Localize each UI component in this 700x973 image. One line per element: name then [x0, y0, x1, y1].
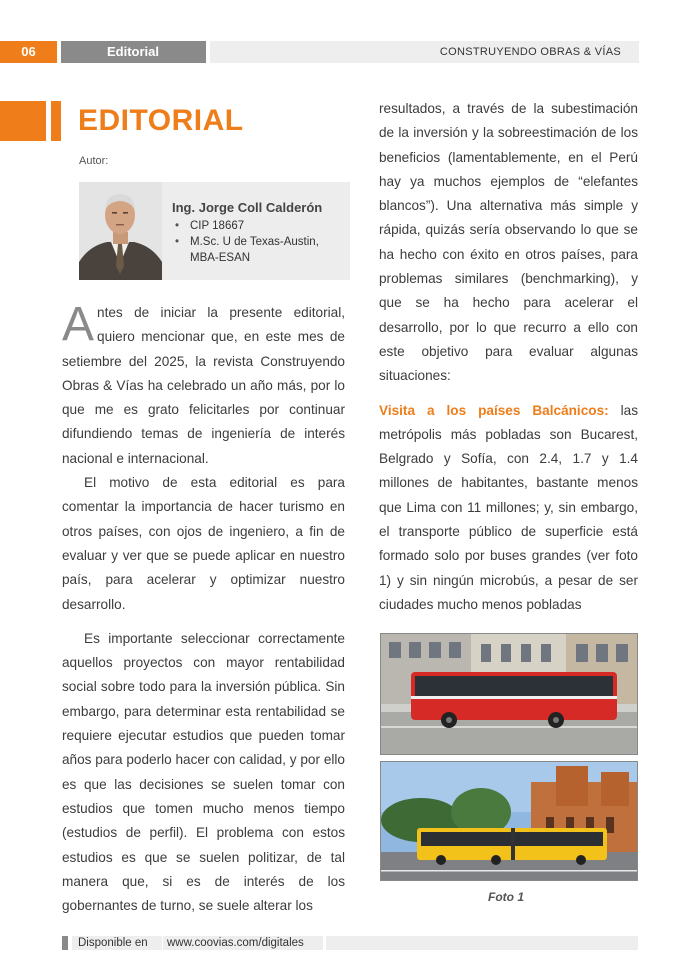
magazine-name: CONSTRUYENDO OBRAS & VÍAS — [210, 41, 639, 63]
footer-url-link[interactable]: www.coovias.com/digitales — [163, 936, 323, 950]
paragraph-selection: Es importante seleccionar correctamente aquellos proyectos con mayor rentabilidad social sobre todo para la inversión pública. Sin embargo, para determinar esta rentabilidad se requiere ejecutar estudios que pueden tomar años para poderlo hacer con calidad, y por ello es que las decisiones se suelen tomar con estudios que tomen mucho menos tiempo (estudios de perfil). El problema con estos estudios es que se suelen politizar, de tal manera que, si es de interés de los gobernantes de turno, se suele alterar los — [62, 630, 345, 914]
page-number: 06 — [0, 41, 57, 63]
paragraph-intro-text: ntes de iniciar la presente editorial, quiero mencionar que, en este mes de setiembre del 2025, la revista Construyendo Obras & Vías ha celebrado un año más, por lo que me es grato felicitarles por continuar difundiendo temas de ingeniería de interés nacional e internacional. — [62, 305, 345, 466]
title-accent-bar — [0, 101, 46, 141]
photo-yellow-bus — [380, 761, 638, 881]
author-name: Ing. Jorge Coll Calderón — [172, 200, 323, 215]
paragraph-balkans — [379, 399, 638, 618]
title-accent-bar-thin — [51, 101, 61, 141]
page-title: EDITORIAL — [78, 104, 244, 137]
paragraph-continuation: resultados, a través de la subestimación de la inversión y la sobreestimación de los beneficios (lamentablemente, en el Perú hay ya muchos ejemplos de “elefantes blancos”). Una alternativa más simple y rápida, quizás sería observando lo que se ha hecho con éxito en otros países, para problemas similares (benchmarking), y que se ha hecho para acelerar el desarrollo, por lo que recurro a ello con este objetivo para evaluar algunas situaciones: — [379, 101, 638, 384]
author-credentials — [172, 218, 350, 266]
left-column — [62, 298, 345, 918]
photo-caption: Foto 1 — [488, 890, 524, 904]
paragraph-motive: El motivo de esta editorial es para comentar la importancia de hacer turismo en otros países, con ojos de ingeniero, a fin de evaluar y ver que se puede aplicar en nuestro país, para acelerar y optimizar nuestro desarrollo. — [62, 475, 345, 612]
paragraph-intro — [62, 298, 345, 471]
credential-degree — [172, 234, 350, 266]
credential-msc: M.Sc. U de Texas-Austin, — [190, 236, 319, 248]
author-label: Autor: — [79, 155, 109, 167]
right-column — [379, 97, 638, 617]
credential-mba: MBA-ESAN — [190, 252, 251, 264]
photo-red-bus — [380, 633, 638, 755]
section-label: Editorial — [61, 41, 206, 63]
footer-marker — [62, 936, 68, 950]
author-info-box — [162, 182, 350, 280]
footer-label: Disponible en — [72, 936, 162, 950]
credential-cip: • CIP 18667 — [172, 218, 350, 234]
author-photo — [79, 182, 162, 280]
balkans-text: las metrópolis más pobladas son Bucarest, Belgrado y Sofía, con 2.4, 1.7 y 1.4 millones de habitantes, bastante menos que Lima con 11 millones; y, sin embargo, el transporte público de superficie está formado solo por buses grandes (ver foto 1) y sin ningún microbús, a pesar de ser ciudades mucho menos pobladas — [379, 402, 639, 612]
footer-bar — [326, 936, 638, 950]
balkans-heading: Visita a los países Balcánicos: — [379, 402, 609, 418]
drop-cap: A — [62, 298, 95, 351]
